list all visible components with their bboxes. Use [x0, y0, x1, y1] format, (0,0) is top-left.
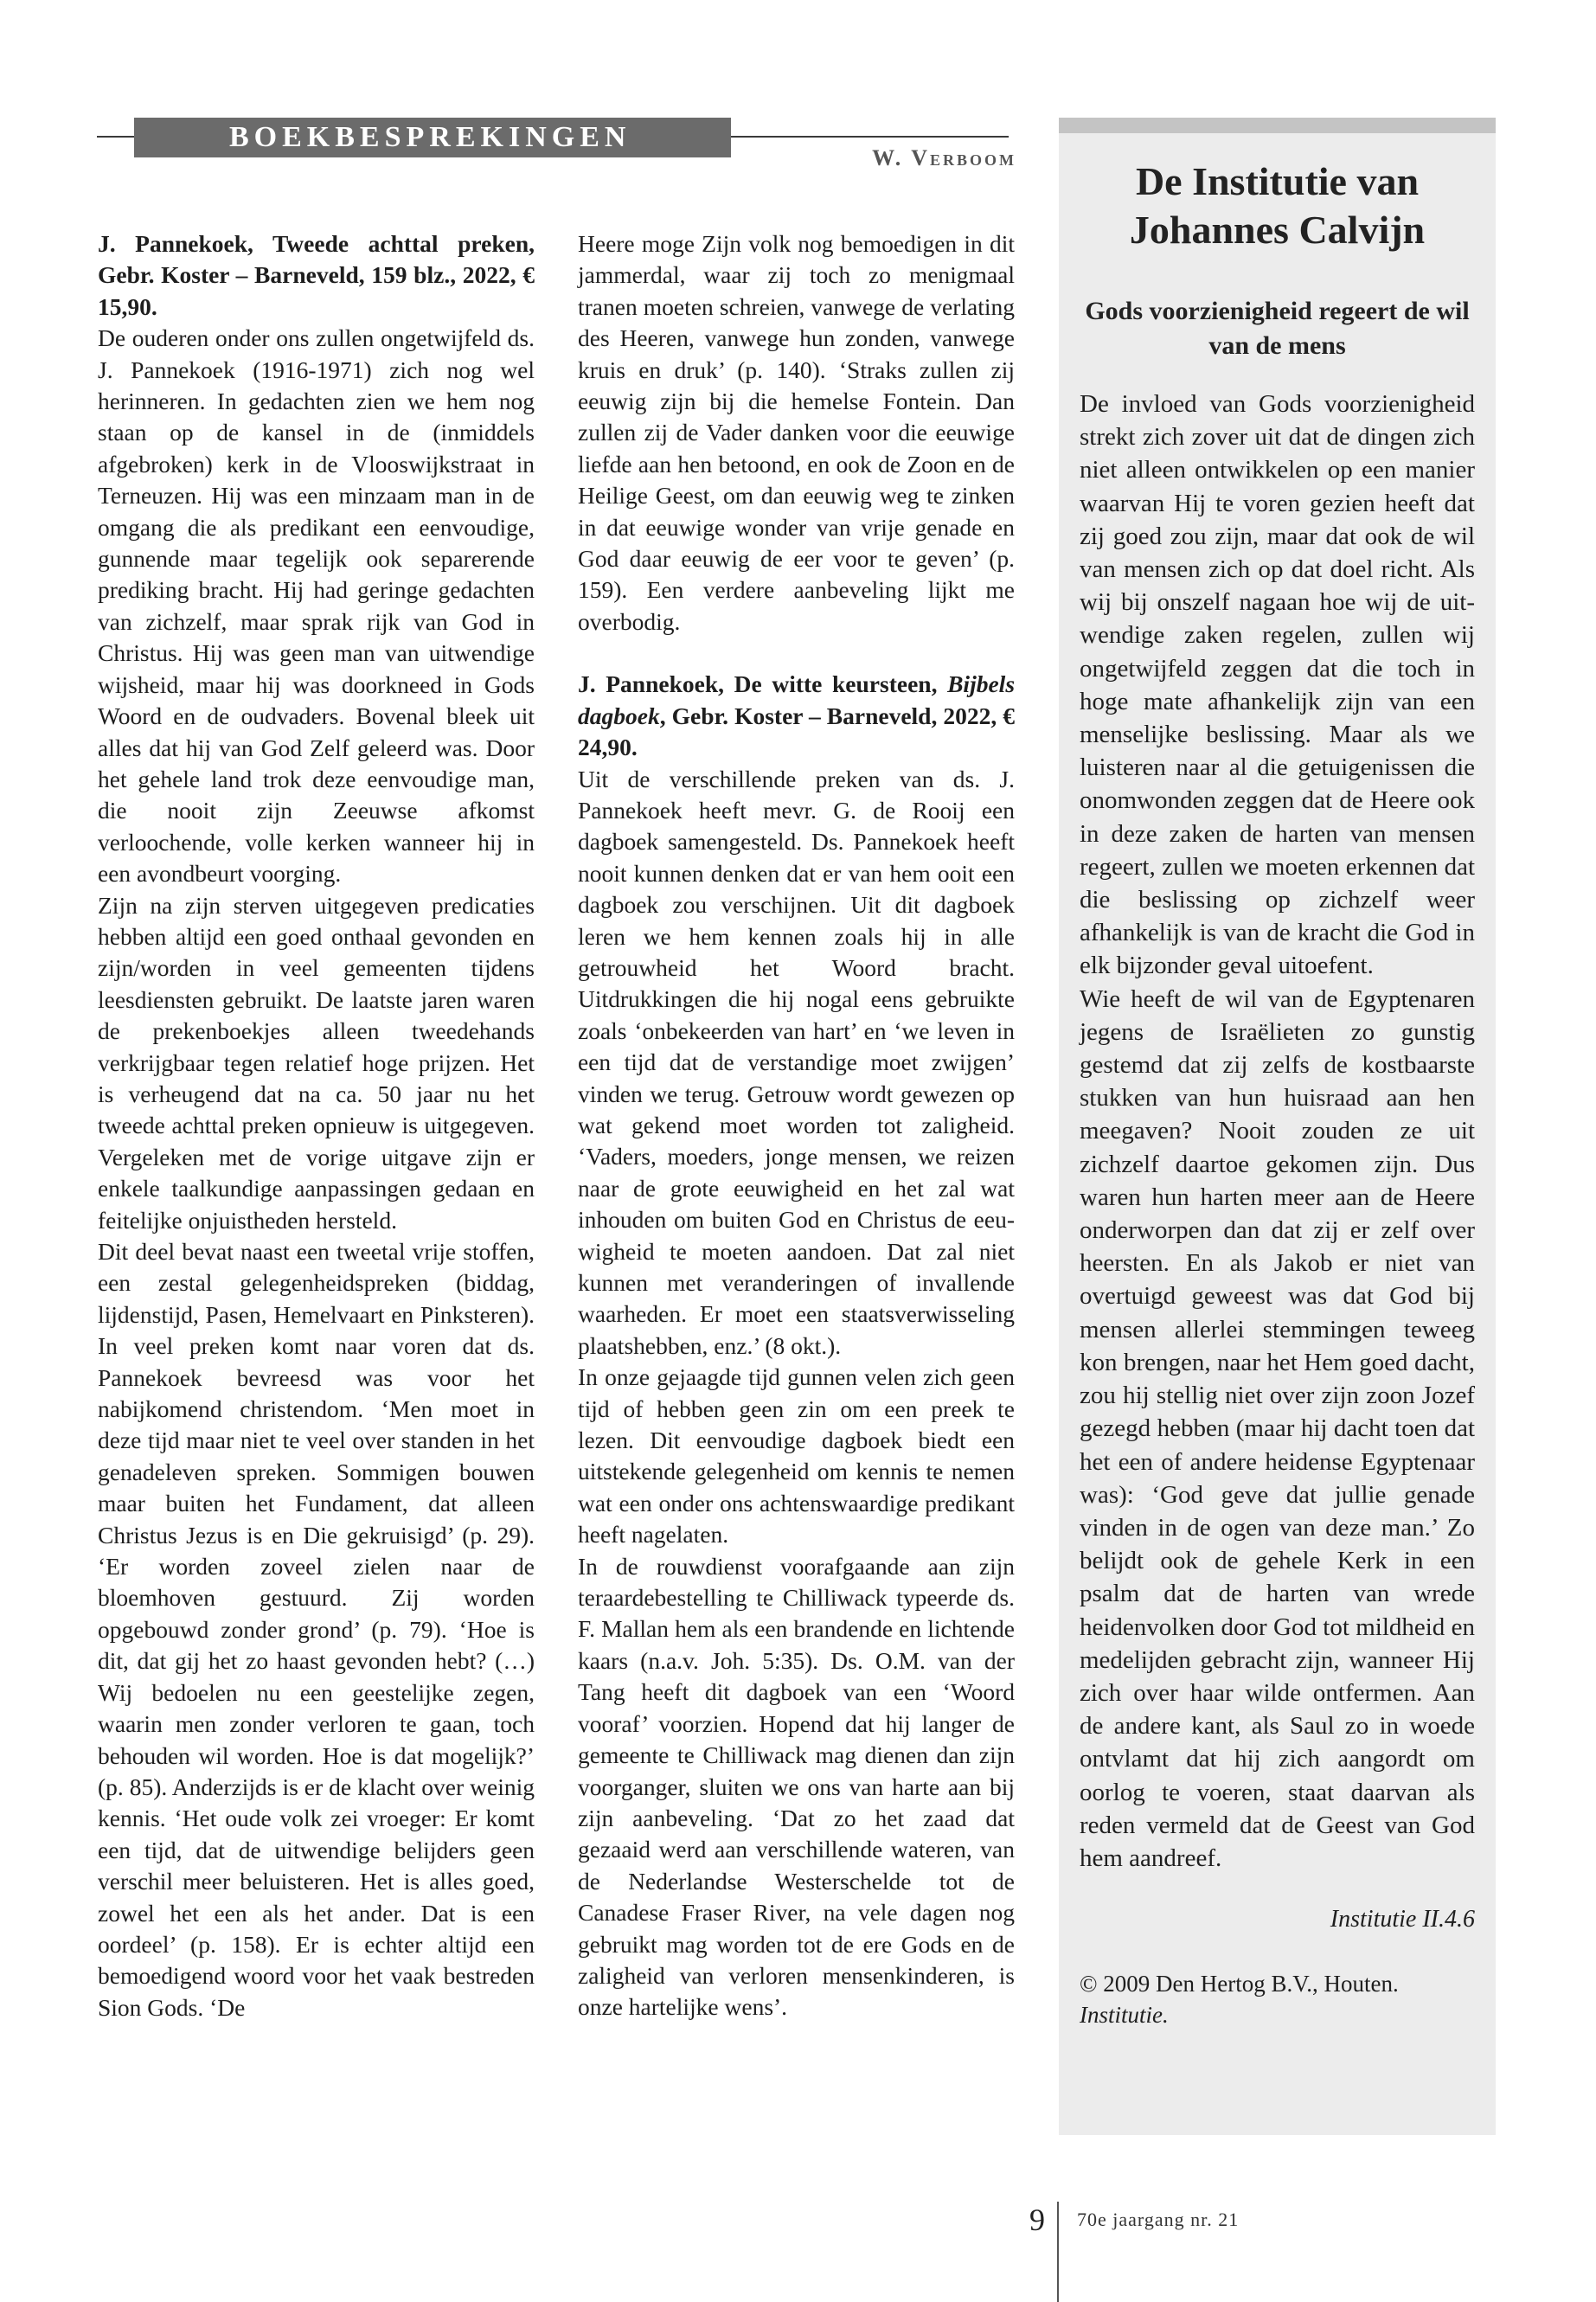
review-2-title	[578, 669, 1015, 763]
column-1	[98, 228, 535, 2023]
review-2-title-prefix: J. Pannekoek, De witte keursteen,	[578, 670, 938, 698]
review-2-title-suffix: , Gebr. Koster – Barneveld, 2022, € 24,90.	[578, 702, 1015, 761]
review-1-paragraph-3: Dit deel bevat naast een tweetal vrije stoffen, een zestal gelegenheidspreken (biddag, lijdenstijd, Pasen, Hemelvaart en Pinksteren). In veel preken komt naar voren dat ds. Pannekoek bevreesd was voor het nabijkomend christendom. ‘Men moet in deze tijd maar niet te veel over standen in het genadeleven spreken. Sommigen bouwen maar buiten het Fundament, dat alleen Christus Jezus is en Die gekruisigd’ (p. 29). ‘Er worden zoveel zielen naar de bloemhoven gestuurd. Zij worden opgebouwd zonder grond’ (p. 79). ‘Hoe is dit, dat gij het zo haast gevonden hebt? (…) Wij bedoelen nu een geestelijke zegen, waarin men zonder verloren te gaan, toch behouden wil worden. Hoe is dat mogelijk?’ (p. 85). Anderzijds is er de klacht over weinig kennis. ‘Het oude volk zei vroeger: Er komt een tijd, dat de uitwendige belijders geen verschil meer beluisteren. Het is alles goed, zowel het een als het ander. Dat is een oordeel’ (p. 158). Er is echter altijd een bemoedigend woord voor het vaak bestreden Sion Gods. ‘De	[98, 1238, 535, 2021]
review-1-paragraph-2: Zijn na zijn sterven uitgegeven predicaties hebben altijd een goed onthaal gevonden en zijn/worden in veel gemeenten tijdens leesdiensten gebruikt. De laatste jaren waren de prekenboekjes alleen tweedehands verkrijgbaar tegen relatief hoge prijzen. Het is verheugend dat na ca. 50 jaar nu het tweede achttal preken opnieuw is uitgegeven. Vergeleken met de vorige uitgave zijn er enkele taalkundige aanpassingen gedaan en feitelijke onjuistheden hersteld.	[98, 891, 535, 1234]
copyright-work: Institutie.	[1080, 2002, 1169, 2029]
review-2-paragraph-3: In de rouwdienst voorafgaande aan zijn teraardebestelling te Chilliwack typeerde ds. F. Mallan hem als een brandende en lichtende kaars (n.a.v. Joh. 5:35). Ds. O.M. van der Tang heeft dit dagboek van een ‘Woord vooraf’ voorzien. Hopend dat hij langer de gemeente te Chilliwack mag dienen dan zijn voorganger, sluiten we ons van harte aan bij zijn aanbeveling. ‘Dat zo het zaad dat gezaaid werd aan verschillende wateren, van de Nederlandse Westerschelde tot de Canadese Fraser River, na vele dagen nog gebruikt mag worden tot de ere Gods en de zaligheid van verloren mensenkinderen, is onze hartelijke wens’.	[578, 1552, 1015, 2021]
sidebar-body	[1080, 388, 1475, 1875]
section-tab: BOEKBESPREKINGEN	[134, 118, 731, 157]
sidebar-source: Institutie II.4.6	[1330, 1906, 1475, 1933]
copyright-text: © 2009 Den Hertog B.V., Houten.	[1080, 1971, 1399, 1997]
sidebar-paragraph-1: De invloed van Gods voorzienigheid strekt zich zover uit dat de dingen zich niet alleen ontwikkelen op een manier waarvan Hij te voren gezien heeft dat zij goed zou zijn, maar dat ook de wil van mensen zich op dat doel richt. Als wij bij onszelf nagaan hoe wij de uitwendige zaken regelen, zullen wij ongetwijfeld zeggen dat die toch in hoge mate afhankelijk zijn van een menselijke beslissing. Maar als we luisteren naar al die getuigenissen die onomwonden zeggen dat de Heere ook in deze zaken de harten van mensen regeert, zullen we moeten erkennen dat die beslissing op zichzelf weer afhankelijk is van de kracht die God in elk bijzonder geval uitoefent.	[1080, 390, 1475, 980]
paragraph-gap	[578, 638, 1015, 669]
sidebar-box	[1059, 118, 1496, 2135]
issue-info: 70e jaargang nr. 21	[1077, 2209, 1240, 2230]
sidebar-copyright	[1080, 1968, 1475, 2030]
review-1-paragraph-4: Heere moge Zijn volk nog bemoedigen in dit jammerdal, waar zij toch zo menigmaal tranen moeten schreien, vanwege de verlating des Heeren, vanwege hun zonden, vanwege kruis en druk’ (p. 140). ‘Straks zullen zij eeuwig zijn bij die hemelse Fontein. Dan zullen zij de Vader danken voor die eeuwige liefde aan hen betoond, en ook de Zoon en de Heilige Geest, om dan eeuwig weg te zinken in dat eeuwige wonder van vrije genade en God daar eeuwig de eer voor te geven’ (p. 159). Een verdere aanbeveling lijkt me overbodig.	[578, 230, 1015, 635]
review-1-title: J. Pannekoek, Tweede achttal preken, Gebr. Koster – Barneveld, 159 blz., 2022, € 15,90.	[98, 230, 535, 320]
page-number: 9	[1029, 2203, 1045, 2237]
review-1-paragraph-1: De ouderen onder ons zullen ongetwijfeld ds. J. Pannekoek (1916-1971) zich nog wel herinneren. In gedachten zien we hem nog staan op de kansel in de (inmiddels afgebroken) kerk in de Vlooswijkstraat in Terneuzen. Hij was een minzaam man in de omgang die als predikant een eenvoudige, gunnende maar tegelijk ook separerende prediking bracht. Hij had geringe gedachten van zichzelf, maar sprak rijk van God in Christus. Hij was geen man van uitwendige wijsheid, maar hij was doorkneed in Gods Woord en de oudvaders. Bovenal bleek uit alles dat hij van God Zelf geleerd was. Door het gehele land trok deze eenvoudige man, die nooit zijn Zeeuwse afkomst verloochende, volle kerken wanneer hij in een avondbeurt voorging.	[98, 324, 535, 888]
review-2-title-italic: Bijbels dagboek	[578, 670, 1016, 729]
sidebar-title: De Institutie van Johannes Calvijn	[1129, 159, 1426, 252]
review-2-paragraph-2: In onze gejaagde tijd gunnen velen zich geen tijd of hebben geen zin om een preek te lezen. Dit eenvoudige dagboek biedt een uitstekende gelegenheid om kennis te nemen wat een onder ons achtenswaardige predikant heeft nagelaten.	[578, 1363, 1015, 1549]
sidebar-subtitle: Gods voorzienigheid regeert de wil van de mens	[1085, 297, 1470, 360]
footer-divider	[1057, 2202, 1059, 2302]
article-author: W. Verboom	[872, 145, 1016, 170]
column-2	[578, 228, 1015, 2023]
sidebar-paragraph-2: Wie heeft de wil van de Egyptenaren jegens de Israëlieten zo gunstig gestemd dat zij zelfs de kostbaarste stukken van hun huisraad aan hen meegaven? Nooit zouden ze uit zichzelf daartoe gekomen zijn. Dus waren hun harten meer aan de Heere onderworpen dan dat zij er zelf over heersten. En als Jakob er niet van overtuigd geweest was dat God bij mensen allerlei stemmingen teweeg kon brengen, naar het Hem goed dacht, zou hij stellig niet over zijn zoon Jozef gezegd hebben (maar hij dacht toen dat het een of andere heidense Egyptenaar was): ‘God geve dat jullie genade vinden in de ogen van deze man.’ Zo belijdt ook de gehele Kerk in een psalm dat de harten van wrede heidenvolken door God tot mildheid en medelijden gebracht zijn, wanneer Hij zich over haar wilde ontfermen. Aan de andere kant, als Saul zo in woede ontvlamt dat hij zich aangordt om oorlog te voeren, staat daarvan als reden vermeld dat de Geest van God hem aandreef.	[1080, 984, 1475, 1872]
review-2-paragraph-1: Uit de verschillende preken van ds. J. Pannekoek heeft mevr. G. de Rooij een dagboek samengesteld. Ds. Pannekoek heeft nooit kunnen denken dat er van hem ooit een dagboek zou verschijnen. Uit dit dagboek leren we hem kennen zoals hij in alle getrouwheid het Woord bracht. Uitdrukkingen die hij nogal eens gebruikte zoals ‘onbekeerden van hart’ en ‘we leven in een tijd dat de verstandige moet zwijgen’ vinden we terug. Getrouw wordt gewezen op wat gekend moet worden tot zaligheid. ‘Vaders, moeders, jonge mensen, we reizen naar de grote eeuwigheid en het zal wat inhouden om buiten God en Christus de eeuwigheid te moeten aandoen. Dat zal niet kunnen met veranderingen of invallende waarheden. Er moet een staatsverwisseling plaatshebben, enz.’ (8 okt.).	[578, 765, 1015, 1359]
